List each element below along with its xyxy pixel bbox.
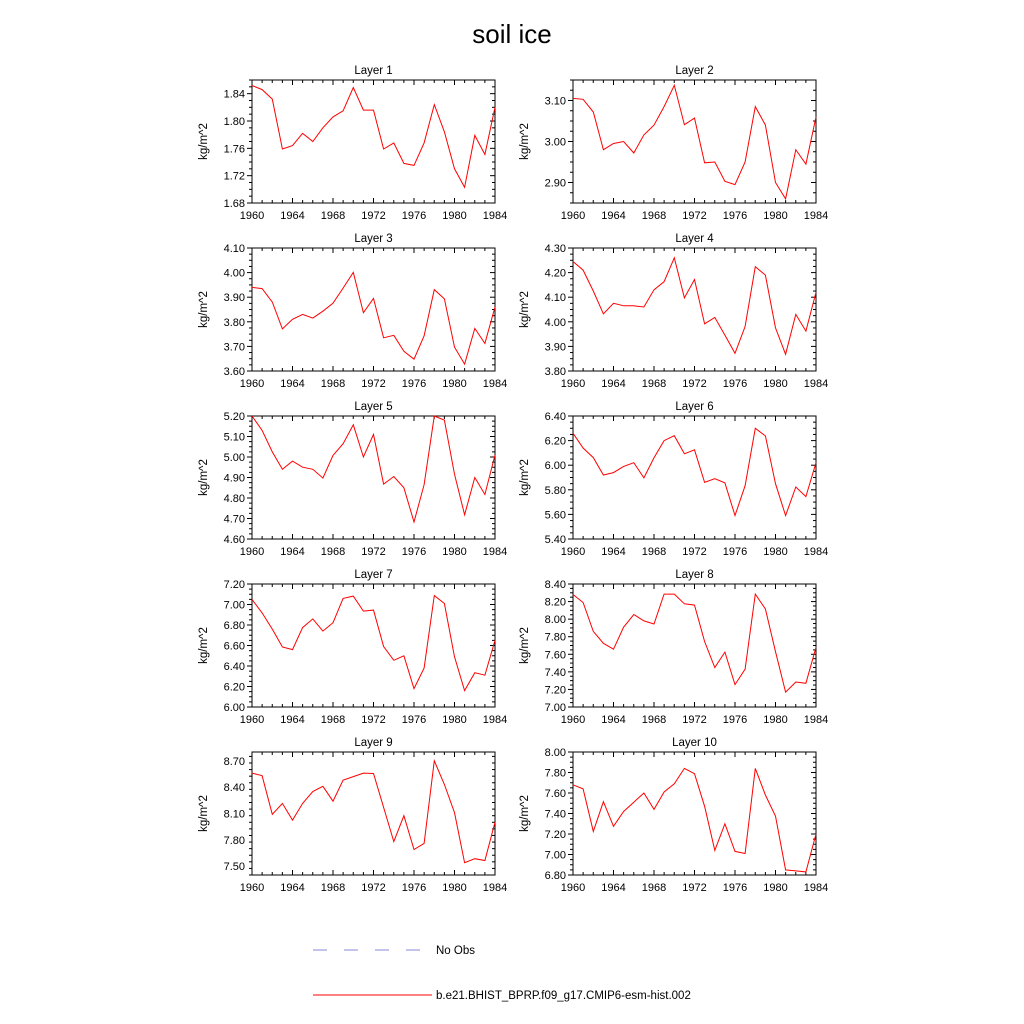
model-series-line-layer-1 (252, 86, 495, 188)
y-tick-label: 3.60 (223, 366, 245, 378)
x-tick-label: 1984 (482, 882, 508, 894)
y-tick-label: 3.70 (223, 341, 245, 354)
y-tick-label: 7.80 (544, 631, 566, 644)
x-tick-label: 1972 (361, 378, 386, 390)
x-tick-label: 1964 (601, 714, 626, 726)
y-tick-label: 6.80 (544, 870, 566, 882)
x-tick-label: 1972 (682, 882, 707, 894)
y-tick-label: 5.80 (544, 484, 566, 497)
y-tick-label: 5.40 (544, 534, 566, 546)
y-axis-label-layer-3: kg/m^2 (198, 291, 210, 328)
y-tick-label: 7.00 (544, 702, 566, 714)
x-tick-label: 1968 (641, 714, 667, 726)
x-tick-label: 1980 (763, 882, 788, 894)
y-tick-label: 4.60 (223, 534, 245, 546)
y-tick-label: 7.60 (544, 788, 566, 800)
x-tick-label: 1976 (722, 546, 748, 558)
y-tick-label: 7.40 (544, 808, 566, 821)
y-tick-label: 1.68 (223, 198, 245, 210)
y-tick-label: 1.80 (223, 116, 245, 128)
x-tick-label: 1972 (682, 546, 707, 558)
y-axis-label-layer-5: kg/m^2 (198, 459, 210, 496)
x-tick-label: 1980 (442, 210, 467, 222)
x-tick-label: 1976 (401, 378, 427, 390)
x-tick-label: 1964 (280, 378, 305, 390)
panel-layer-5 (198, 401, 507, 558)
y-tick-label: 4.10 (223, 243, 245, 255)
y-tick-label: 6.40 (223, 661, 245, 673)
figure-title: soil ice (472, 19, 552, 49)
panel-title-layer-3: Layer 3 (354, 233, 393, 245)
x-tick-label: 1980 (763, 714, 788, 726)
plot-frame-layer-8 (573, 584, 816, 707)
x-tick-label: 1968 (320, 378, 346, 390)
y-tick-label: 7.20 (544, 829, 566, 841)
x-tick-label: 1972 (361, 546, 386, 558)
x-tick-label: 1976 (401, 546, 427, 558)
panel-title-layer-4: Layer 4 (675, 233, 714, 245)
plot-frame-layer-3 (252, 248, 495, 371)
x-tick-label: 1968 (641, 210, 667, 222)
x-tick-label: 1964 (280, 210, 305, 222)
plot-frame-layer-2 (573, 80, 816, 203)
model-series-line-layer-8 (573, 594, 816, 692)
x-tick-label: 1976 (401, 714, 427, 726)
x-tick-label: 1980 (763, 546, 788, 558)
y-tick-label: 4.80 (223, 493, 245, 505)
model-series-line-layer-7 (252, 596, 495, 691)
panel-title-layer-6: Layer 6 (675, 401, 714, 413)
y-tick-label: 7.00 (544, 849, 566, 862)
x-tick-label: 1984 (482, 546, 508, 558)
panel-layer-10 (519, 737, 828, 894)
panel-title-layer-1: Layer 1 (354, 65, 393, 77)
model-series-line-layer-2 (573, 85, 816, 199)
x-tick-label: 1964 (601, 546, 626, 558)
y-axis-label-layer-9: kg/m^2 (198, 795, 210, 832)
panel-grid (198, 65, 828, 894)
panel-layer-1 (198, 65, 507, 222)
x-tick-label: 1960 (239, 714, 265, 726)
y-tick-label: 7.00 (223, 599, 245, 612)
model-series-line-layer-10 (573, 768, 816, 872)
y-tick-label: 8.10 (223, 808, 245, 821)
x-tick-label: 1976 (722, 210, 748, 222)
panel-title-layer-7: Layer 7 (354, 569, 393, 581)
y-tick-label: 4.30 (544, 243, 566, 255)
x-tick-label: 1972 (682, 714, 707, 726)
x-tick-label: 1980 (763, 210, 788, 222)
x-tick-label: 1960 (560, 714, 586, 726)
plot-frame-layer-6 (573, 416, 816, 539)
y-tick-label: 7.40 (544, 666, 566, 679)
x-tick-label: 1976 (722, 378, 748, 390)
model-series-line-layer-9 (252, 761, 495, 863)
x-tick-label: 1984 (482, 378, 508, 390)
x-tick-label: 1968 (641, 882, 667, 894)
y-tick-label: 4.90 (223, 472, 245, 485)
x-tick-label: 1960 (560, 882, 586, 894)
y-tick-label: 4.70 (223, 513, 245, 526)
y-axis-label-layer-10: kg/m^2 (519, 795, 531, 832)
y-tick-label: 8.40 (223, 782, 245, 795)
x-tick-label: 1968 (320, 714, 346, 726)
x-tick-label: 1960 (239, 546, 265, 558)
y-tick-label: 7.20 (223, 579, 245, 591)
x-tick-label: 1980 (442, 546, 467, 558)
y-tick-label: 7.20 (544, 684, 566, 697)
legend-model-label: b.e21.BHIST_BPRP.f09_g17.CMIP6-esm-hist.002 (436, 990, 691, 1002)
panel-title-layer-8: Layer 8 (675, 569, 714, 581)
y-tick-label: 6.00 (544, 460, 566, 473)
y-tick-label: 6.40 (544, 411, 566, 423)
x-tick-label: 1960 (560, 210, 586, 222)
x-tick-label: 1972 (361, 210, 386, 222)
x-tick-label: 1976 (722, 714, 748, 726)
y-tick-label: 6.00 (223, 702, 245, 714)
x-tick-label: 1964 (601, 378, 626, 390)
y-tick-label: 8.00 (544, 614, 566, 627)
panel-layer-7 (198, 569, 507, 726)
x-tick-label: 1984 (803, 378, 829, 390)
x-tick-label: 1980 (763, 378, 788, 390)
x-tick-label: 1976 (722, 882, 748, 894)
panel-layer-9 (198, 737, 507, 894)
x-tick-label: 1980 (442, 882, 467, 894)
panel-layer-2 (519, 65, 828, 222)
panel-title-layer-2: Layer 2 (675, 65, 714, 77)
x-tick-label: 1960 (560, 378, 586, 390)
y-tick-label: 2.90 (544, 177, 566, 190)
x-tick-label: 1960 (560, 546, 586, 558)
panel-layer-3 (198, 233, 507, 390)
y-tick-label: 1.84 (223, 88, 245, 101)
panel-layer-6 (519, 401, 828, 558)
y-tick-label: 3.00 (544, 136, 566, 149)
y-tick-label: 5.10 (223, 431, 245, 444)
plot-frame-layer-1 (252, 80, 495, 203)
x-tick-label: 1968 (641, 546, 667, 558)
panel-title-layer-10: Layer 10 (672, 737, 717, 749)
x-tick-label: 1984 (482, 714, 508, 726)
y-tick-label: 5.20 (223, 411, 245, 423)
x-tick-label: 1964 (601, 882, 626, 894)
x-tick-label: 1960 (239, 378, 265, 390)
y-axis-label-layer-4: kg/m^2 (519, 291, 531, 328)
y-tick-label: 4.20 (544, 267, 566, 280)
model-series-line-layer-3 (252, 272, 495, 364)
y-tick-label: 8.40 (544, 579, 566, 591)
y-tick-label: 4.00 (544, 316, 566, 329)
x-tick-label: 1980 (442, 714, 467, 726)
x-tick-label: 1980 (442, 378, 467, 390)
y-tick-label: 3.90 (544, 341, 566, 354)
y-tick-label: 3.10 (544, 95, 566, 108)
y-tick-label: 8.00 (544, 747, 566, 759)
x-tick-label: 1960 (239, 210, 265, 222)
x-tick-label: 1960 (239, 882, 265, 894)
x-tick-label: 1972 (682, 378, 707, 390)
x-tick-label: 1972 (682, 210, 707, 222)
x-tick-label: 1964 (280, 882, 305, 894)
y-axis-label-layer-1: kg/m^2 (198, 123, 210, 160)
y-tick-label: 3.80 (544, 366, 566, 378)
x-tick-label: 1968 (641, 378, 667, 390)
y-tick-label: 5.60 (544, 509, 566, 522)
panel-layer-8 (519, 569, 828, 726)
y-axis-label-layer-6: kg/m^2 (519, 459, 531, 496)
panel-title-layer-5: Layer 5 (354, 401, 393, 413)
legend-obs-label: No Obs (436, 945, 475, 957)
x-tick-label: 1964 (601, 210, 626, 222)
x-tick-label: 1968 (320, 210, 346, 222)
plot-frame-layer-7 (252, 584, 495, 707)
y-tick-label: 8.70 (223, 755, 245, 768)
y-tick-label: 3.80 (223, 316, 245, 329)
model-series-line-layer-6 (573, 428, 816, 515)
legend (313, 945, 691, 1002)
y-tick-label: 7.60 (544, 649, 566, 662)
x-tick-label: 1984 (803, 714, 829, 726)
x-tick-label: 1976 (401, 882, 427, 894)
x-tick-label: 1984 (803, 210, 829, 222)
y-tick-label: 6.20 (223, 681, 245, 694)
x-tick-label: 1976 (401, 210, 427, 222)
x-tick-label: 1968 (320, 546, 346, 558)
model-series-line-layer-5 (252, 416, 495, 522)
model-series-line-layer-4 (573, 258, 816, 355)
y-tick-label: 5.00 (223, 452, 245, 464)
y-tick-label: 7.80 (223, 834, 245, 847)
x-tick-label: 1964 (280, 546, 305, 558)
x-tick-label: 1984 (803, 546, 829, 558)
panel-layer-4 (519, 233, 828, 390)
y-tick-label: 4.10 (544, 292, 566, 305)
y-tick-label: 7.80 (544, 767, 566, 780)
y-tick-label: 6.60 (223, 640, 245, 653)
plot-frame-layer-10 (573, 752, 816, 875)
x-tick-label: 1968 (320, 882, 346, 894)
y-tick-label: 1.76 (223, 143, 245, 156)
y-tick-label: 7.50 (223, 861, 245, 874)
y-axis-label-layer-2: kg/m^2 (519, 123, 531, 160)
y-tick-label: 3.90 (223, 292, 245, 305)
y-tick-label: 6.20 (544, 435, 566, 448)
x-tick-label: 1972 (361, 714, 386, 726)
y-tick-label: 8.20 (544, 596, 566, 609)
panel-title-layer-9: Layer 9 (354, 737, 393, 749)
y-axis-label-layer-7: kg/m^2 (198, 627, 210, 664)
y-tick-label: 6.80 (223, 620, 245, 632)
y-tick-label: 1.72 (223, 170, 245, 183)
x-tick-label: 1984 (803, 882, 829, 894)
y-tick-label: 4.00 (223, 267, 245, 280)
plot-frame-layer-4 (573, 248, 816, 371)
x-tick-label: 1972 (361, 882, 386, 894)
y-axis-label-layer-8: kg/m^2 (519, 627, 531, 664)
x-tick-label: 1964 (280, 714, 305, 726)
x-tick-label: 1984 (482, 210, 508, 222)
